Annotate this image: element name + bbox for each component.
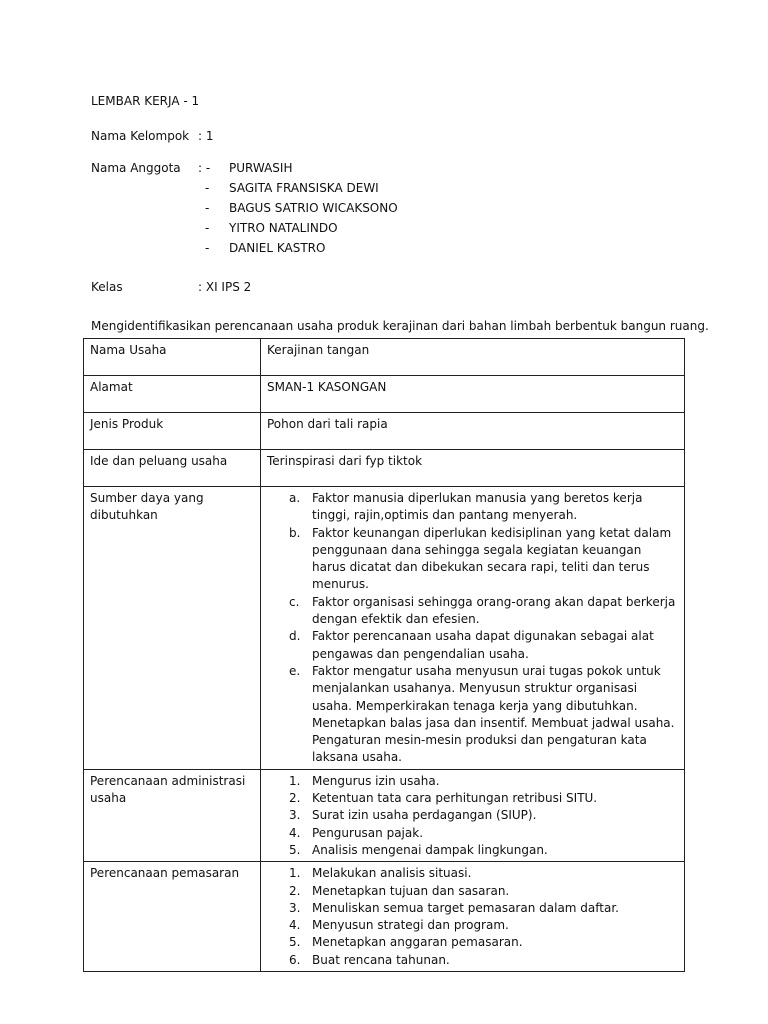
list-item-text: Menetapkan anggaran pemasaran. <box>312 935 523 950</box>
list-marker: b. <box>289 525 301 540</box>
row-value: SMAN-1 KASONGAN <box>261 376 685 413</box>
table-row <box>84 339 685 376</box>
list-marker: 5. <box>289 842 301 857</box>
table-row <box>84 450 685 487</box>
list-marker: 3. <box>289 808 301 823</box>
list-marker: 4. <box>289 825 301 840</box>
list-marker: 4. <box>289 918 301 933</box>
table-row <box>84 862 685 972</box>
member-item-5 <box>205 241 325 255</box>
administration-list <box>267 773 678 859</box>
list-item-text: Faktor mengatur usaha menyusun urai tugas pokok untuk menjalankan usahanya. Menyusun struktur organisasi usaha. Memperkirakan tenaga kerja yang dibutuhkan. Menetapkan balas jasa dan insentif. Membuat jadwal usaha. Pengaturan mesin-mesin produksi dan pengaturan kata laksana usaha. <box>312 663 675 765</box>
member-name: YITRO NATALINDO <box>229 221 338 235</box>
list-item <box>267 825 678 842</box>
list-item <box>267 883 678 900</box>
member-name-1: PURWASIH <box>229 161 293 175</box>
list-item <box>267 773 678 790</box>
list-item-text: Analisis mengenai dampak lingkungan. <box>312 842 548 857</box>
member-item-4 <box>205 221 338 235</box>
row-value: Pohon dari tali rapia <box>261 413 685 450</box>
list-marker: c. <box>289 594 300 609</box>
list-item <box>267 807 678 824</box>
group-label: Nama Kelompok <box>91 129 190 143</box>
list-item <box>267 865 678 882</box>
table-row <box>84 413 685 450</box>
list-item-text: Surat izin usaha perdagangan (SIUP). <box>312 808 537 823</box>
row-label: Perencanaan administrasi usaha <box>84 769 261 861</box>
list-item <box>267 490 678 525</box>
list-item-text: Menuliskan semua target pemasaran dalam daftar. <box>312 900 619 915</box>
members-prefix: : - <box>198 161 211 175</box>
list-marker: 2. <box>289 883 301 898</box>
list-marker: 1. <box>289 866 301 881</box>
row-label: Perencanaan pemasaran <box>84 862 261 972</box>
worksheet-table <box>83 338 685 972</box>
list-item <box>267 628 678 663</box>
list-marker: 3. <box>289 900 301 915</box>
row-value: Kerajinan tangan <box>261 339 685 376</box>
list-item-text: Faktor organisasi sehingga orang-orang akan dapat berkerja dengan efektik dan efesien. <box>312 594 676 627</box>
list-item <box>267 525 678 594</box>
list-item-text: Menetapkan tujuan dan sasaran. <box>312 883 510 898</box>
intro-text: Mengidentifikasikan perencanaan usaha produk kerajinan dari bahan limbah berbentuk bangun ruang. <box>91 319 709 333</box>
member-item-3 <box>205 201 398 215</box>
resources-list <box>267 490 678 767</box>
row-value: Terinspirasi dari fyp tiktok <box>261 450 685 487</box>
list-item-text: Faktor perencanaan usaha dapat digunakan sebagai alat pengawas dan pengendalian usaha. <box>312 629 654 661</box>
row-label: Nama Usaha <box>84 339 261 376</box>
marketing-list-cell <box>261 862 685 972</box>
document-title: LEMBAR KERJA - 1 <box>91 94 200 108</box>
member-dash: - <box>205 221 210 235</box>
list-item-text: Melakukan analisis situasi. <box>312 866 472 881</box>
row-label: Ide dan peluang usaha <box>84 450 261 487</box>
class-value: : XI IPS 2 <box>198 280 252 294</box>
list-marker: 5. <box>289 935 301 950</box>
member-dash: - <box>205 181 210 195</box>
list-item <box>267 842 678 859</box>
resources-list-cell <box>261 487 685 770</box>
row-label: Jenis Produk <box>84 413 261 450</box>
list-marker: a. <box>289 491 301 505</box>
member-name: BAGUS SATRIO WICAKSONO <box>229 201 398 215</box>
member-name: DANIEL KASTRO <box>229 241 326 255</box>
list-item-text: Faktor manusia diperlukan manusia yang beretos kerja tinggi, rajin,optimis dan pantang menyerah. <box>312 491 643 523</box>
class-label: Kelas <box>91 280 123 294</box>
administration-list-cell <box>261 769 685 861</box>
list-item-text: Faktor keunangan diperlukan kedisiplinan yang ketat dalam penggunaan dana sehingga segala kegiatan keuangan harus dicatat dan dibekukan secara rapi, teliti dan terus menurus. <box>312 525 672 592</box>
group-value: : 1 <box>198 129 214 143</box>
list-item <box>267 952 678 969</box>
list-item-text: Ketentuan tata cara perhitungan retribusi SITU. <box>312 791 598 806</box>
row-label: Alamat <box>84 376 261 413</box>
list-marker: 2. <box>289 791 301 806</box>
list-item-text: Buat rencana tahunan. <box>312 952 450 967</box>
list-marker: 1. <box>289 773 301 788</box>
members-label: Nama Anggota <box>91 161 181 175</box>
list-marker: d. <box>289 629 301 644</box>
list-marker: 6. <box>289 952 301 967</box>
list-item <box>267 663 678 767</box>
list-item <box>267 934 678 951</box>
list-item-text: Menyusun strategi dan program. <box>312 918 509 933</box>
list-item <box>267 594 678 629</box>
marketing-list <box>267 865 678 969</box>
member-dash: - <box>205 241 210 255</box>
table-row <box>84 376 685 413</box>
table-row <box>84 487 685 770</box>
list-item-text: Mengurus izin usaha. <box>312 773 440 788</box>
list-item-text: Pengurusan pajak. <box>312 825 424 840</box>
table-row <box>84 769 685 861</box>
list-marker: e. <box>289 663 301 678</box>
member-name: SAGITA FRANSISKA DEWI <box>229 181 379 195</box>
list-item <box>267 917 678 934</box>
member-dash: - <box>205 201 210 215</box>
row-label: Sumber daya yang dibutuhkan <box>84 487 261 770</box>
list-item <box>267 790 678 807</box>
member-item-2 <box>205 181 379 195</box>
list-item <box>267 900 678 917</box>
